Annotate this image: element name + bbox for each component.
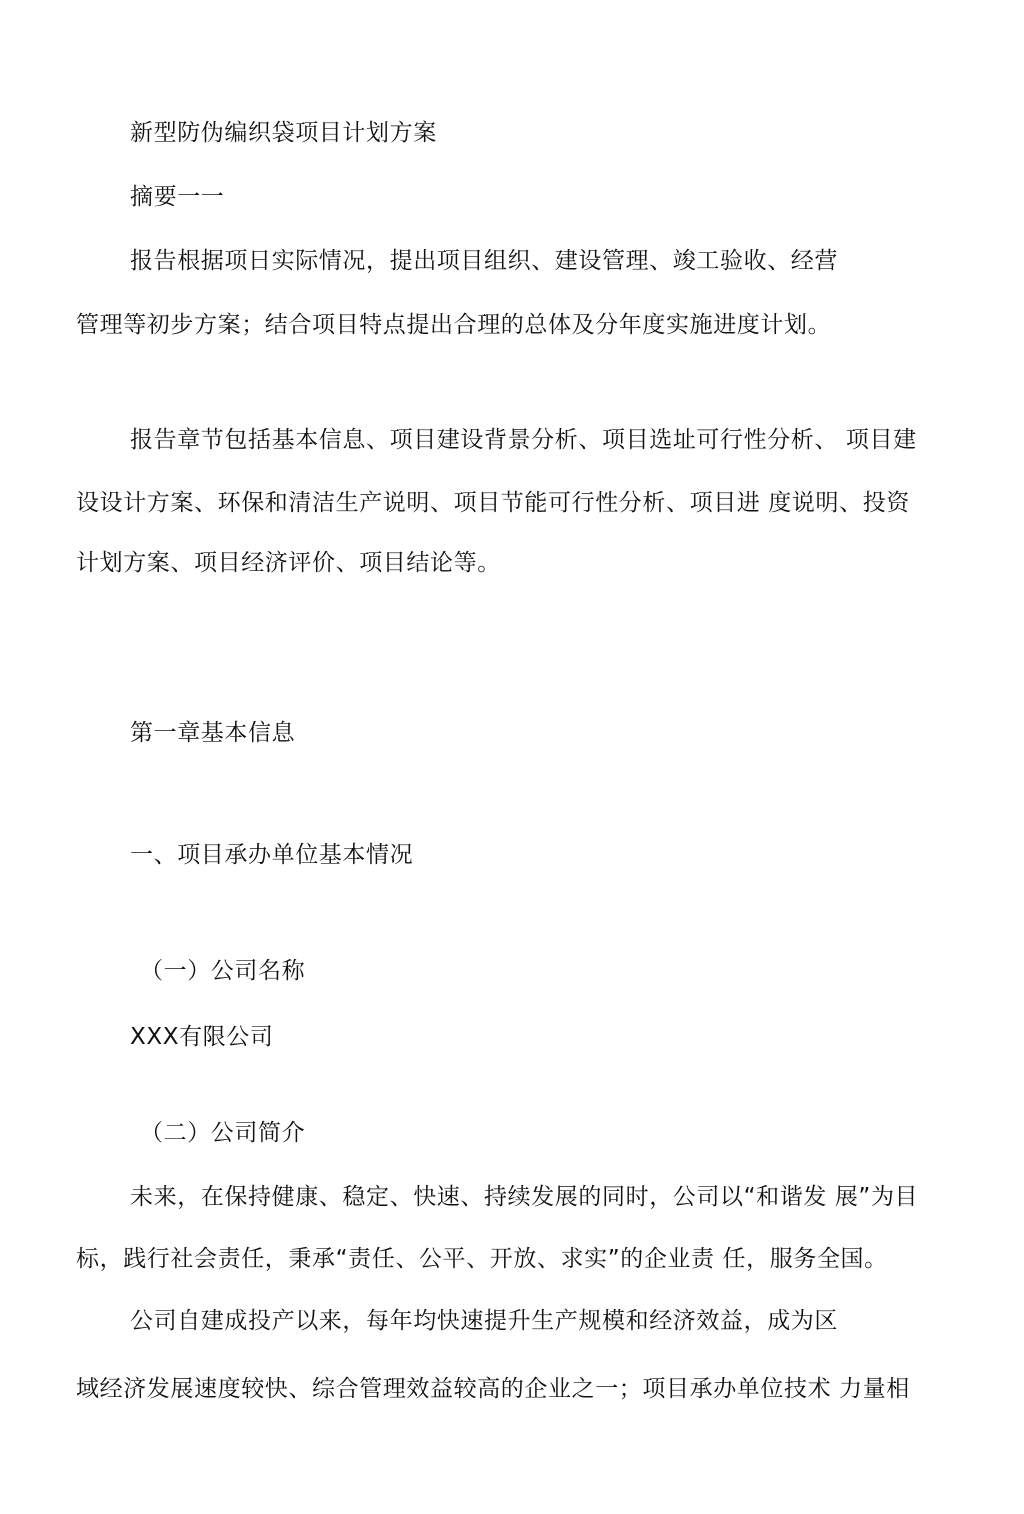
intro-paragraph-2-line-1: 公司自建成投产以来，每年均快速提升生产规模和经济效益，成为区 <box>130 1308 838 1334</box>
section-1-heading: 一、项目承办单位基本情况 <box>130 842 414 868</box>
abstract-paragraph-2-line-2: 设设计方案、环保和清洁生产说明、项目节能可行性分析、项目进 度说明、投资 <box>76 490 910 516</box>
abstract-paragraph-1-line-1: 报告根据项日实际情况，提出项目组织、建设管理、竣工验收、经营 <box>130 248 838 274</box>
chapter-1-heading: 第一章基本信息 <box>130 720 296 746</box>
subsection-company-name-heading: （一）公司名称 <box>140 958 306 984</box>
intro-paragraph-1-line-1: 未来，在保持健康、稳定、快速、持续发展的同时，公司以“和谐发 展”为目 <box>130 1184 919 1210</box>
document-title: 新型防伪编织袋项目计划方案 <box>130 120 437 146</box>
intro-paragraph-1-line-2: 标，践行社会责任，秉承“责任、公平、开放、求实”的企业责 任，服务全国。 <box>76 1246 888 1272</box>
abstract-paragraph-1-line-2: 管理等初步方案；结合项目特点提出合理的总体及分年度实施进度计划。 <box>76 312 832 338</box>
intro-paragraph-2-line-2: 域经济发展速度较快、综合管理效益较高的企业之一；项目承办单位技术 力量相 <box>76 1376 910 1402</box>
subsection-company-intro-heading: （二）公司简介 <box>140 1120 306 1146</box>
abstract-heading: 摘要一一 <box>130 184 225 210</box>
abstract-paragraph-2-line-3: 计划方案、项目经济评价、项目结论等。 <box>76 550 501 576</box>
company-name: XXX有限公司 <box>130 1024 274 1050</box>
abstract-paragraph-2-line-1: 报告章节包括基本信息、项目建设背景分析、项目选址可行性分析、 项目建 <box>130 427 917 453</box>
